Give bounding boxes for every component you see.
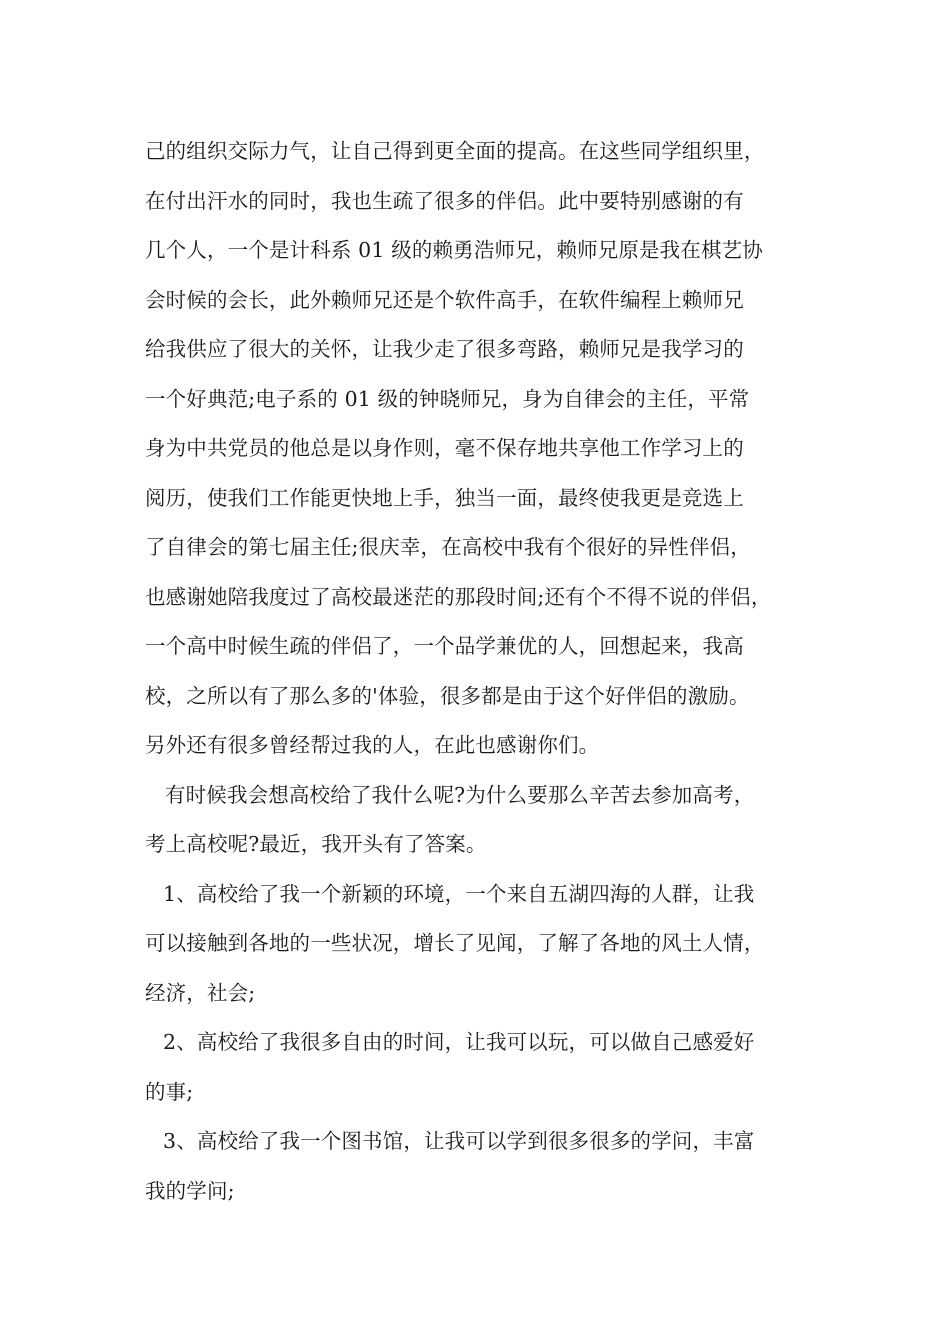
text-line: 我的学问;	[145, 1178, 235, 1203]
list-item-1-line: 1、高校给了我一个新颖的环境，一个来自五湖四海的人群，让我	[163, 881, 755, 906]
text-line: 几个人，一个是计科系 01 级的赖勇浩师兄，赖师兄原是我在棋艺协	[145, 238, 763, 262]
paragraph-start-line: 有时候我会想高校给了我什么呢?为什么要那么辛苦去参加高考，	[165, 782, 755, 807]
text-line: 经济，社会;	[145, 980, 256, 1005]
text-line: 考上高校呢?最近，我开头有了答案。	[145, 832, 487, 856]
text-line: 给我供应了很大的关怀，让我少走了很多弯路，赖师兄是我学习的	[145, 337, 744, 361]
document-body	[145, 127, 815, 1216]
text-line: 可以接触到各地的一些状况，增长了见闻，了解了各地的风土人情，	[145, 931, 765, 955]
text-line: 校，之所以有了那么多的'体验，很多都是由于这个好伴侣的激励。	[145, 683, 750, 708]
list-item-3-line: 3、高校给了我一个图书馆，让我可以学到很多很多的学问，丰富	[163, 1129, 755, 1153]
text-line: 一个好典范;电子系的 01 级的钟晓师兄，身为自律会的主任，平常	[145, 386, 750, 411]
list-item-2-line: 2、高校给了我很多自由的时间，让我可以玩，可以做自己感爱好	[163, 1030, 755, 1054]
text-line: 了自律会的第七届主任;很庆幸，在高校中我有个很好的异性伴侣，	[145, 535, 751, 559]
text-line: 的事;	[145, 1079, 194, 1104]
text-line: 在付出汗水的同时，我也生疏了很多的伴侣。此中要特别感谢的有	[145, 188, 744, 213]
text-line: 也感谢她陪我度过了高校最迷茫的那段时间;还有个不得不说的伴侣，	[145, 584, 772, 609]
text-line: 己的组织交际力气，让自己得到更全面的提高。在这些同学组织里，	[145, 139, 765, 163]
text-line: 另外还有很多曾经帮过我的人，在此也感谢你们。	[145, 733, 600, 757]
text-line: 阅历，使我们工作能更快地上手，独当一面，最终使我更是竞选上	[145, 485, 744, 510]
text-line: 身为中共党员的他总是以身作则，毫不保存地共享他工作学习上的	[145, 436, 744, 460]
text-line: 一个高中时候生疏的伴侣了，一个品学兼优的人，回想起来，我高	[145, 634, 744, 658]
text-line: 会时候的会长，此外赖师兄还是个软件高手，在软件编程上赖师兄	[145, 287, 744, 312]
